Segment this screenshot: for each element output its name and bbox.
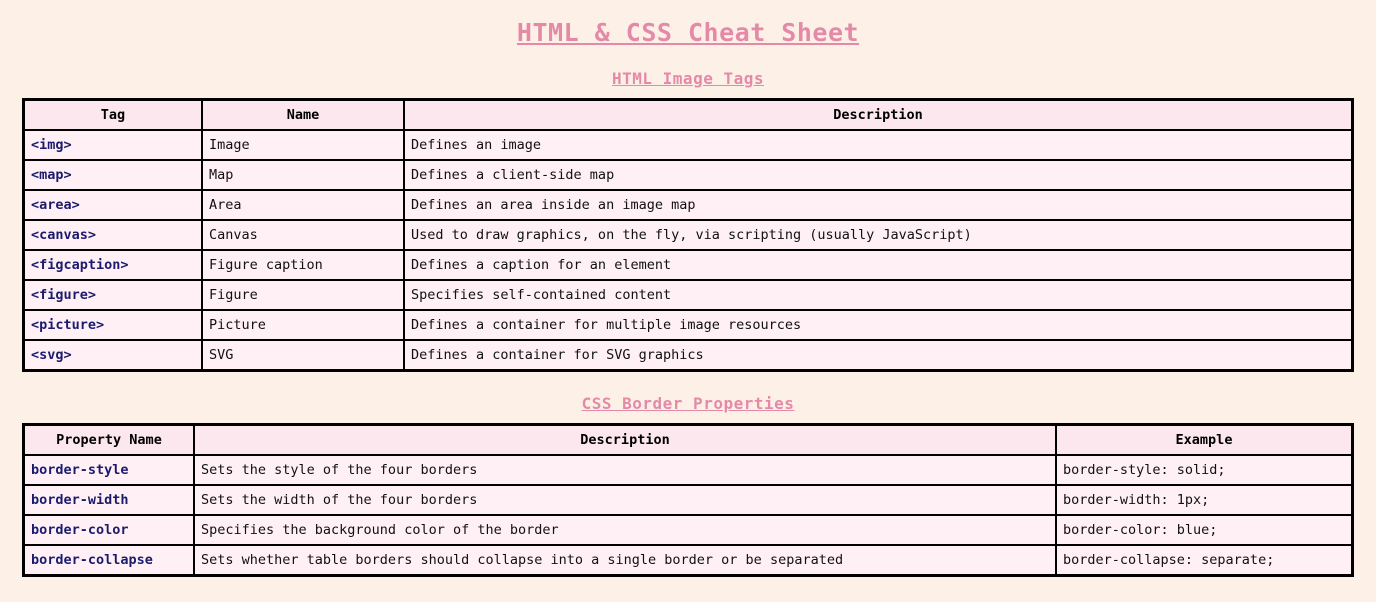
column-header-example: Example xyxy=(1056,425,1352,455)
cell-description: Sets the width of the four borders xyxy=(194,485,1056,515)
table-row xyxy=(24,280,1352,310)
cell-name: Figure caption xyxy=(202,250,404,280)
cell-tag: <svg> xyxy=(24,340,202,370)
cell-name: Image xyxy=(202,130,404,160)
cell-tag: <canvas> xyxy=(24,220,202,250)
cell-name: Canvas xyxy=(202,220,404,250)
cell-tag: <map> xyxy=(24,160,202,190)
cell-description: Defines a container for multiple image resources xyxy=(404,310,1352,340)
column-header-name: Name xyxy=(202,100,404,130)
table-row xyxy=(24,485,1352,515)
table-row xyxy=(24,340,1352,370)
cell-tag: <picture> xyxy=(24,310,202,340)
column-header-description: Description xyxy=(404,100,1352,130)
cell-tag: <figure> xyxy=(24,280,202,310)
cell-name: Area xyxy=(202,190,404,220)
cell-description: Defines a client-side map xyxy=(404,160,1352,190)
css-border-properties-table xyxy=(22,423,1354,577)
cell-example: border-style: solid; xyxy=(1056,455,1352,485)
cell-name: Map xyxy=(202,160,404,190)
cell-description: Defines a caption for an element xyxy=(404,250,1352,280)
column-header-description: Description xyxy=(194,425,1056,455)
table-row xyxy=(24,220,1352,250)
section-heading-css-border-properties: CSS Border Properties xyxy=(581,394,795,413)
page-title: HTML & CSS Cheat Sheet xyxy=(516,18,860,47)
cell-example: border-collapse: separate; xyxy=(1056,545,1352,575)
cell-tag: <figcaption> xyxy=(24,250,202,280)
table-row xyxy=(24,515,1352,545)
cell-property: border-collapse xyxy=(24,545,194,575)
table-header-row xyxy=(24,100,1352,130)
cell-description: Used to draw graphics, on the fly, via scripting (usually JavaScript) xyxy=(404,220,1352,250)
table-row xyxy=(24,545,1352,575)
column-header-property-name: Property Name xyxy=(24,425,194,455)
cell-description: Sets whether table borders should collapse into a single border or be separated xyxy=(194,545,1056,575)
cell-description: Specifies the background color of the border xyxy=(194,515,1056,545)
html-image-tags-table xyxy=(22,98,1354,372)
table-row xyxy=(24,250,1352,280)
cell-example: border-color: blue; xyxy=(1056,515,1352,545)
cell-tag: <area> xyxy=(24,190,202,220)
cell-description: Defines a container for SVG graphics xyxy=(404,340,1352,370)
cell-description: Specifies self-contained content xyxy=(404,280,1352,310)
section-heading-html-image-tags: HTML Image Tags xyxy=(612,69,764,88)
column-header-tag: Tag xyxy=(24,100,202,130)
table-row xyxy=(24,130,1352,160)
cell-property: border-style xyxy=(24,455,194,485)
table-row xyxy=(24,190,1352,220)
cell-name: Figure xyxy=(202,280,404,310)
cell-description: Defines an area inside an image map xyxy=(404,190,1352,220)
table-row xyxy=(24,310,1352,340)
cheat-sheet-page xyxy=(0,18,1376,577)
cell-property: border-color xyxy=(24,515,194,545)
cell-example: border-width: 1px; xyxy=(1056,485,1352,515)
cell-name: SVG xyxy=(202,340,404,370)
cell-tag: <img> xyxy=(24,130,202,160)
cell-description: Sets the style of the four borders xyxy=(194,455,1056,485)
cell-property: border-width xyxy=(24,485,194,515)
table-row xyxy=(24,455,1352,485)
cell-name: Picture xyxy=(202,310,404,340)
table-header-row xyxy=(24,425,1352,455)
table-row xyxy=(24,160,1352,190)
cell-description: Defines an image xyxy=(404,130,1352,160)
